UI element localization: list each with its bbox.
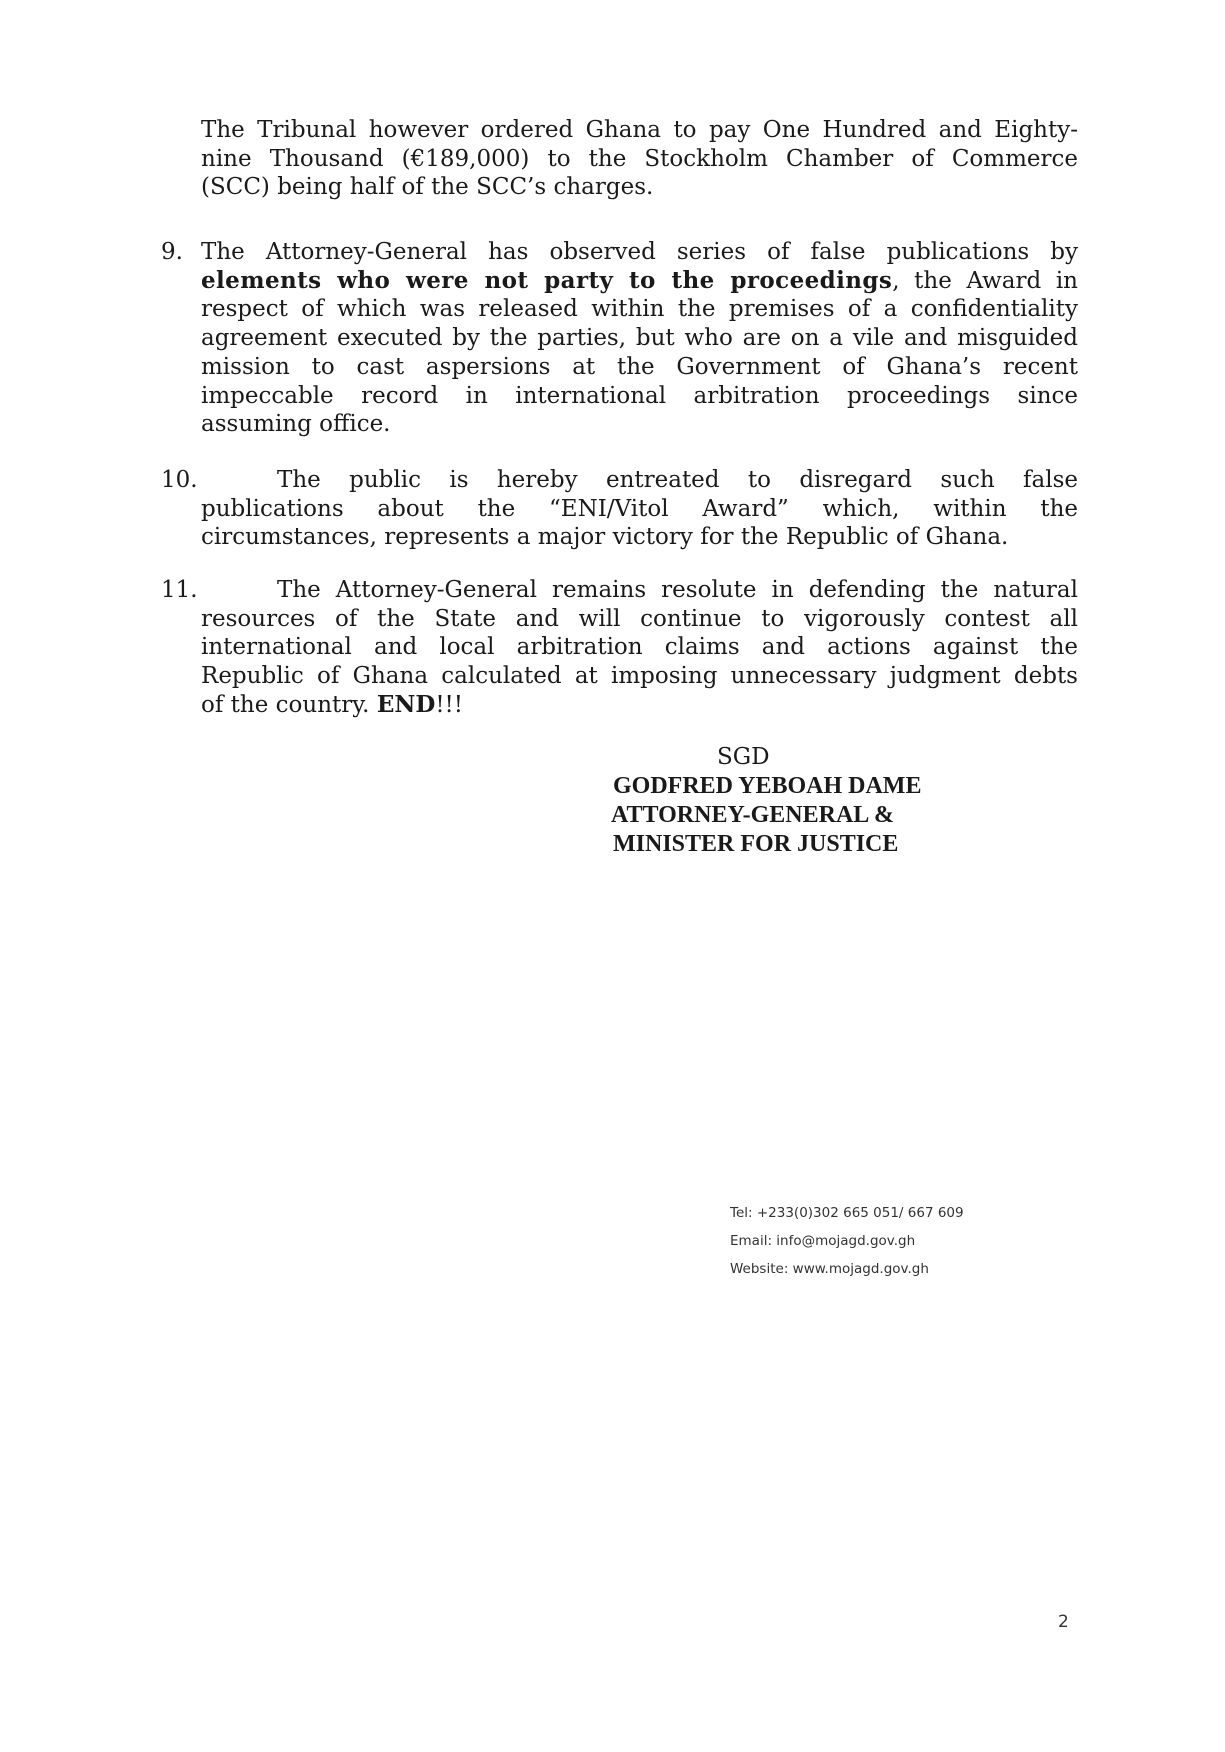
signature-sgd: SGD: [717, 744, 770, 770]
item-9-line-2: [201, 267, 1078, 296]
contact-tel: Tel: +233(0)302 665 051/ 667 609: [730, 1205, 964, 1221]
contact-block: [730, 1199, 964, 1283]
page-number: 2: [1058, 1612, 1069, 1632]
signature-block: [613, 772, 921, 859]
item-10-number: 10.: [161, 467, 198, 493]
continuation-line-3: (SCC) being half of the SCC’s charges.: [201, 174, 654, 201]
item-11-line-4: Republic of Ghana calculated at imposing unnecessary judgment debts: [201, 663, 1078, 690]
item-9-line-4: agreement executed by the parties, but who are on a vile and misguided: [201, 325, 1078, 352]
item-11-line-3: international and local arbitration claims and actions against the: [201, 634, 1078, 661]
item-9-line-6: impeccable record in international arbitration proceedings since: [201, 382, 1078, 409]
item-9-number: 9.: [161, 239, 183, 265]
signatory-name: GODFRED YEBOAH DAME: [613, 773, 922, 799]
item-9-line-2-rest: , the Award in: [892, 267, 1078, 294]
continuation-line-1: The Tribunal however ordered Ghana to pay One Hundred and Eighty-: [201, 117, 1078, 143]
item-11-line-2: resources of the State and will continue to vigorously contest all: [201, 605, 1078, 632]
item-11-line-1: The Attorney-General remains resolute in defending the natural: [277, 577, 1078, 603]
item-11-number: 11.: [161, 577, 198, 603]
item-11-last-suffix: !!!: [435, 691, 464, 718]
continuation-line-2: nine Thousand (€189,000) to the Stockholm Chamber of Commerce: [201, 145, 1078, 172]
item-9-line-3: respect of which was released within the premises of a confidentiality: [201, 296, 1078, 323]
contact-email: Email: info@mojagd.gov.gh: [730, 1233, 916, 1249]
item-9-line-5: mission to cast aspersions at the Government of Ghana’s recent: [201, 353, 1078, 380]
signatory-title-2: MINISTER FOR JUSTICE: [613, 831, 899, 857]
item-9-line-1: The Attorney-General has observed series of false publications by: [201, 239, 1078, 265]
signatory-title-1: ATTORNEY-GENERAL &: [611, 802, 894, 828]
item-11-last-prefix: of the country.: [201, 691, 377, 718]
item-11-paragraph: [201, 576, 1078, 720]
item-10-line-2: publications about the “ENI/Vitol Award” which, within the: [201, 495, 1078, 522]
item-9-paragraph: [201, 238, 1078, 439]
item-10-paragraph: [201, 466, 1078, 552]
item-10-line-1: The public is hereby entreated to disregard such false: [277, 467, 1078, 493]
continuation-paragraph: [201, 116, 1078, 202]
item-9-bold-phrase: elements who were not party to the proceedings: [201, 266, 893, 294]
item-9-line-7: assuming office.: [201, 411, 391, 438]
item-11-line-5: [201, 691, 1078, 720]
end-marker: END: [376, 690, 436, 718]
contact-website: Website: www.mojagd.gov.gh: [730, 1261, 929, 1277]
item-10-line-3: circumstances, represents a major victory for the Republic of Ghana.: [201, 524, 1009, 551]
